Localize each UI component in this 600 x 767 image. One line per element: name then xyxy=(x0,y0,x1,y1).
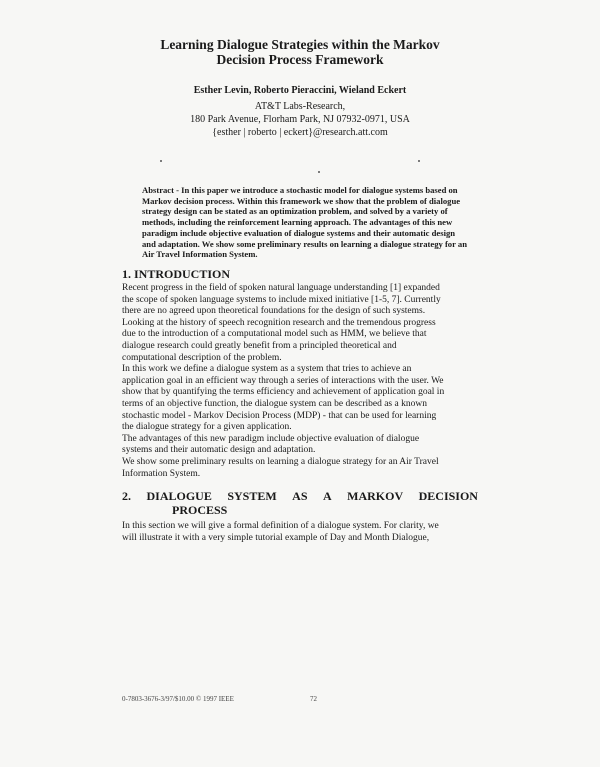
abstract-line: Air Travel Information System. xyxy=(142,249,258,260)
body-line: We show some preliminary results on learning a dialogue strategy for an Air Travel xyxy=(122,456,439,467)
introduction-body xyxy=(122,283,478,480)
copyright-notice: 0-7803-3676-3/97/$10.00 © 1997 IEEE xyxy=(122,695,234,703)
section-heading-dialogue-mdp xyxy=(122,489,478,517)
title-line: Decision Process Framework xyxy=(216,52,384,67)
body-line: due to the introduction of a computational model such as HMM, we believe that xyxy=(122,329,427,340)
affiliation-line: AT&T Labs-Research, xyxy=(254,101,346,112)
scan-speck xyxy=(418,160,420,162)
heading-word: A xyxy=(322,489,332,503)
body-line: will illustrate it with a very simple tutorial example of Day and Month Dialogue, xyxy=(122,532,430,543)
paper-title xyxy=(120,37,480,67)
body-line: the dialogue strategy for a given application. xyxy=(122,422,292,433)
affiliation xyxy=(120,100,480,139)
heading-word: DECISION xyxy=(418,489,478,503)
scan-speck xyxy=(160,160,162,162)
body-line: stochastic model - Markov Decision Process (MDP) - that can be used for learning xyxy=(122,410,437,421)
body-line: In this work we define a dialogue system as a system that tries to achieve an xyxy=(122,364,412,375)
heading-word: AS xyxy=(292,489,308,503)
abstract-line: and adaptation. We show some preliminary results on learning a dialogue strategy for an xyxy=(142,238,467,249)
affiliation-line: 180 Park Avenue, Florham Park, NJ 07932-0971, USA xyxy=(190,114,410,125)
heading-row: PROCESS xyxy=(172,503,228,517)
abstract-line: strategy design can be stated as an optimization problem, and solved by a variety of xyxy=(142,206,448,217)
abstract xyxy=(142,185,477,260)
title-line: Learning Dialogue Strategies within the Markov xyxy=(160,37,440,52)
abstract-line: paradigm include objective evaluation of dialogue systems and their automatic design xyxy=(142,227,456,238)
abstract-line: Markov decision process. Within this framework we show that the problem of dialogue xyxy=(142,195,461,206)
author-list: Esther Levin, Roberto Pieraccini, Wieland Eckert xyxy=(193,85,407,96)
body-line: Recent progress in the field of spoken natural language understanding [1] expanded xyxy=(122,283,440,293)
body-line: show that by quantifying the terms efficiency and achievement of application goal in xyxy=(122,387,445,398)
abstract-line: methods, including the reinforcement learning approach. The advantages of this new xyxy=(142,217,453,228)
section2-body xyxy=(122,521,478,544)
body-line: computational description of the problem. xyxy=(122,352,282,363)
body-line: terms of an objective function, the dialogue system can be described as a known xyxy=(122,398,427,409)
body-line: systems and their automatic design and adaptation. xyxy=(122,445,316,456)
body-line: application goal in an efficient way through a series of interactions with the user. We xyxy=(122,375,444,386)
section-heading-introduction: 1. INTRODUCTION xyxy=(122,267,231,281)
body-line: Information System. xyxy=(122,468,201,479)
body-line: there are no agreed upon theoretical foundations for the design of such systems. xyxy=(122,306,426,317)
body-line: The advantages of this new paradigm include objective evaluation of dialogue xyxy=(122,433,420,444)
page-number: 72 xyxy=(310,695,317,703)
heading-row xyxy=(122,489,478,503)
heading-word: 2. xyxy=(122,489,131,503)
heading-word: DIALOGUE xyxy=(146,489,212,503)
affiliation-email: {esther | roberto | eckert}@research.att.com xyxy=(212,127,388,138)
heading-word: MARKOV xyxy=(347,489,404,503)
heading-word: SYSTEM xyxy=(227,489,277,503)
body-line: In this section we will give a formal definition of a dialogue system. For clarity, we xyxy=(122,521,439,531)
abstract-line: Abstract - In this paper we introduce a stochastic model for dialogue systems based on xyxy=(142,185,458,195)
body-line: dialogue research could greatly benefit from a principled theoretical and xyxy=(122,340,397,351)
body-line: Looking at the history of speech recognition research and the tremendous progress xyxy=(122,317,436,328)
scan-speck xyxy=(318,171,320,173)
body-line: the scope of spoken language systems to include mixed initiative [1-5, 7]. Currently xyxy=(122,294,441,305)
